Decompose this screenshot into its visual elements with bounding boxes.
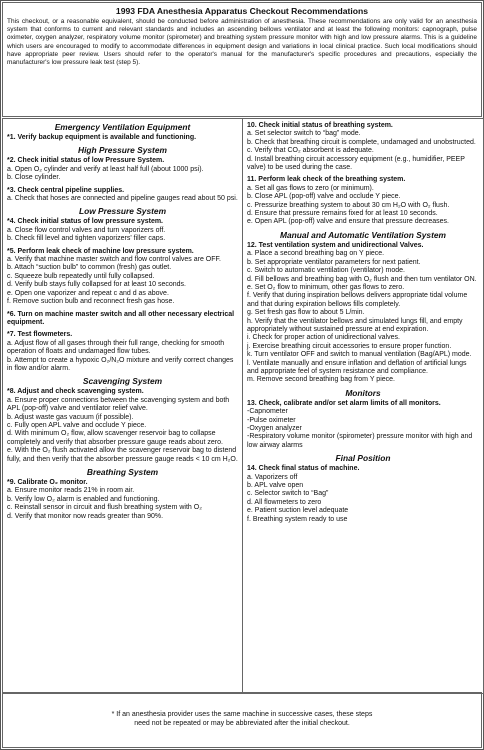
step-instruction: j. Exercise breathing circuit accessories to ensure proper function. bbox=[247, 342, 452, 350]
left-column bbox=[3, 119, 243, 693]
step-instruction: b. APL valve open bbox=[247, 482, 304, 490]
step-instruction: b. Close APL (pop-off) valve and occlude Y piece. bbox=[247, 193, 401, 201]
step-instruction: -Oxygen analyzer bbox=[247, 425, 302, 432]
step-instruction: a. Set selector switch to “bag” mode. bbox=[247, 130, 361, 138]
step-instruction: b. Close cylinder. bbox=[7, 174, 61, 182]
section-heading: Scavenging System bbox=[82, 376, 163, 387]
step-heading: *4. Check initial status of low pressure system. bbox=[7, 218, 163, 226]
step-instruction: d. Verify bulb stays fully collapsed for at least 10 seconds. bbox=[7, 281, 186, 289]
section-heading: Manual and Automatic Ventilation System bbox=[280, 229, 446, 240]
step-instruction: a. Vaporizers off bbox=[247, 473, 298, 481]
checklist-step bbox=[3, 248, 242, 307]
step-instruction: f. Verify that during inspiration bellows delivers appropriate tidal volume and that during expiration bellows fills completely. bbox=[247, 292, 468, 308]
step-instruction: f. Remove suction bulb and reconnect fresh gas hose. bbox=[7, 298, 175, 306]
step-heading: 14. Check final status of machine. bbox=[247, 465, 360, 473]
checklist-step bbox=[3, 218, 242, 243]
step-instruction: d. Fill bellows and breathing bag with O₂ flush and then turn ventilator ON. bbox=[247, 275, 477, 283]
step-instruction: l. Ventilate manually and ensure inflation and deflation of artificial lungs and appropriate feel of system resistance and compliance. bbox=[247, 359, 467, 375]
step-instruction: e. Open one vaporizer and repeat c and d as above. bbox=[7, 289, 169, 297]
step-instruction: f. Breathing system ready to use bbox=[247, 515, 348, 523]
step-instruction: a. Close flow control valves and turn vaporizers off. bbox=[7, 226, 166, 234]
section-heading: Emergency Ventilation Equipment bbox=[54, 122, 191, 132]
intro-paragraph: This checkout, or a reasonable equivalent, should be conducted before administration of anesthesia. These recommendations are only valid for an anesthesia system that conforms to current and relevant standards and includes an ascending bellows ventilator and at least the following monitors: capnograph, pulse oximeter, oxygen analyzer, respiratory volume monitor (spirometer) and breathing system pressure monitor with high and low pressure alarms. This is a guideline which users are encouraged to modify to accommodate differences in equipment design and variations in local clinical practice. Such local modifications should have appropriate peer review. Users should refer to the operator's manual for the manufacturer's specific procedures and precautions, especially the manufacturer's low pressure leak test (step 5). bbox=[7, 18, 477, 67]
checklist-step bbox=[3, 134, 242, 142]
checklist-step bbox=[3, 157, 242, 182]
checklist-step bbox=[3, 331, 242, 373]
step-instruction: d. With minimum O₂ flow, allow scavenger reservoir bag to collapse completely and verify that absorber pressure gauge reads about zero. bbox=[7, 430, 223, 446]
checklist-step bbox=[243, 465, 483, 524]
step-instruction: e. With the O₂ flush activated allow the scavenger reservoir bag to distend fully, and then verify that the absorber pressure gauge reads < 10 cm H₂O. bbox=[7, 447, 238, 463]
step-heading: 10. Check initial status of breathing system. bbox=[247, 122, 393, 129]
step-instruction: a. Ensure monitor reads 21% in room air. bbox=[7, 487, 135, 495]
step-instruction: e. Patient suction level adequate bbox=[247, 507, 349, 515]
section-heading: Low Pressure System bbox=[78, 206, 167, 217]
step-instruction: b. Verify low O₂ alarm is enabled and functioning. bbox=[7, 495, 160, 503]
step-instruction: a. Place a second breathing bag on Y piece. bbox=[247, 250, 385, 258]
step-instruction: h. Verify that the ventilator bellows and simulated lungs fill, and empty appropriately without sustained pressure at end expiration. bbox=[247, 317, 463, 333]
step-instruction: a. Adjust flow of all gases through their full range, checking for smooth operation of floats and undamaged flow tubes. bbox=[7, 339, 225, 356]
step-instruction: c. Selector switch to “Bag” bbox=[247, 490, 329, 498]
section-heading: High Pressure System bbox=[78, 145, 167, 156]
step-instruction: c. Fully open APL valve and occlude Y piece. bbox=[7, 421, 147, 429]
step-instruction: g. Set fresh gas flow to about 5 L/min. bbox=[247, 309, 365, 317]
step-instruction: -Capnometer bbox=[247, 408, 288, 416]
step-heading: 11. Perform leak check of the breathing system. bbox=[247, 176, 406, 184]
step-instruction: c. Reinstall sensor in circuit and flush breathing system with O₂ bbox=[7, 504, 202, 512]
step-instruction: m. Remove second breathing bag from Y piece. bbox=[247, 376, 395, 384]
step-heading: *9. Calibrate O₂ monitor. bbox=[7, 479, 88, 486]
step-instruction: a. Open O₂ cylinder and verify at least half full (about 1000 psi). bbox=[7, 165, 204, 173]
step-heading: 12. Test ventilation system and unidirectional Valves. bbox=[247, 241, 424, 249]
step-instruction: b. Attempt to create a hypoxic O₂/N₂O mixture and verify correct changes in flow and/or alarm. bbox=[7, 356, 234, 372]
step-instruction: c. Verify that CO₂ absorbent is adequate. bbox=[247, 147, 374, 155]
step-instruction: b. Adjust waste gas vacuum (if possible). bbox=[7, 413, 134, 421]
step-instruction: b. Check fill level and tighten vaporizers' filler caps. bbox=[7, 235, 166, 243]
footer-line-2: need not be repeated or may be abbreviated after the initial checkout. bbox=[134, 720, 350, 727]
step-instruction: a. Ensure proper connections between the scavenging system and both APL (pop-off) valve and ventilator relief valve. bbox=[7, 396, 230, 413]
footer-line-1: * If an anesthesia provider uses the same machine in successive cases, these steps bbox=[111, 711, 373, 718]
step-instruction: b. Set appropriate ventilator parameters for next patient. bbox=[247, 258, 421, 266]
step-instruction: b. Check that breathing circuit is complete, undamaged and unobstructed. bbox=[247, 138, 476, 146]
step-instruction: d. Ensure that pressure remains fixed for at least 10 seconds. bbox=[247, 210, 438, 218]
step-instruction: d. All flowmeters to zero bbox=[247, 498, 322, 506]
step-heading: *5. Perform leak check of machine low pressure system. bbox=[7, 247, 194, 255]
checklist-step bbox=[3, 388, 242, 464]
step-instruction: i. Check for proper action of unidirectional valves. bbox=[247, 334, 400, 342]
checklist-step bbox=[243, 122, 483, 172]
step-instruction: c. Switch to automatic ventilation (ventilator) mode. bbox=[247, 267, 405, 275]
footer-note bbox=[2, 692, 482, 748]
checklist-step bbox=[3, 479, 242, 521]
step-instruction: -Pulse oximeter bbox=[247, 416, 296, 424]
checklist-step bbox=[3, 311, 242, 328]
step-instruction: b. Attach “suction bulb” to common (fresh) gas outlet. bbox=[7, 264, 172, 272]
step-instruction: a. Verify that machine master switch and flow control valves are OFF. bbox=[7, 256, 221, 264]
step-heading: *8. Adjust and check scavenging system. bbox=[7, 388, 144, 396]
checklist-columns bbox=[2, 118, 484, 694]
checklist-step bbox=[243, 400, 483, 450]
section-heading: Final Position bbox=[335, 453, 391, 464]
step-heading: *3. Check central pipeline supplies. bbox=[7, 186, 125, 194]
step-heading: *2. Check initial status of low Pressure System. bbox=[7, 157, 165, 165]
step-instruction: e. Set O₂ flow to minimum, other gas flows to zero. bbox=[247, 283, 405, 291]
step-instruction: d. Verify that monitor now reads greater than 90%. bbox=[7, 512, 164, 520]
checklist-step bbox=[3, 187, 242, 204]
page-title: 1993 FDA Anesthesia Apparatus Checkout Recommendations bbox=[115, 6, 369, 16]
checklist-step bbox=[243, 176, 483, 226]
section-heading: Breathing System bbox=[86, 467, 159, 477]
step-heading: *7. Test flowmeters. bbox=[7, 331, 73, 339]
step-instruction: c. Squeeze bulb repeatedly until fully collapsed. bbox=[7, 272, 155, 280]
section-heading: Monitors bbox=[345, 387, 381, 398]
step-heading: *6. Turn on machine master switch and all other necessary electrical equipment. bbox=[7, 310, 235, 326]
step-instruction: d. Install breathing circuit accessory equipment (e.g., humidifier, PEEP valve) to be used during the case. bbox=[247, 155, 465, 172]
header-box bbox=[2, 2, 482, 117]
right-column bbox=[243, 119, 483, 693]
step-instruction: c. Pressurize breathing system to about 30 cm H₂O with O₂ flush. bbox=[247, 201, 450, 209]
step-instruction: -Respiratory volume monitor (spirometer) pressure monitor with high and low airway alarms bbox=[247, 433, 473, 449]
checklist-step bbox=[243, 242, 483, 385]
step-instruction: k. Turn ventilator OFF and switch to manual ventilation (Bag/APL) mode. bbox=[247, 351, 472, 359]
step-instruction: e. Open APL (pop-off) valve and ensure that pressure decreases. bbox=[247, 218, 449, 226]
step-instruction: a. Set all gas flows to zero (or minimum). bbox=[247, 184, 374, 192]
step-heading: *1. Verify backup equipment is available and functioning. bbox=[7, 134, 197, 141]
step-heading: 13. Check, calibrate and/or set alarm limits of all monitors. bbox=[247, 399, 441, 407]
step-instruction: a. Check that hoses are connected and pipeline gauges read about 50 psi. bbox=[7, 195, 238, 203]
